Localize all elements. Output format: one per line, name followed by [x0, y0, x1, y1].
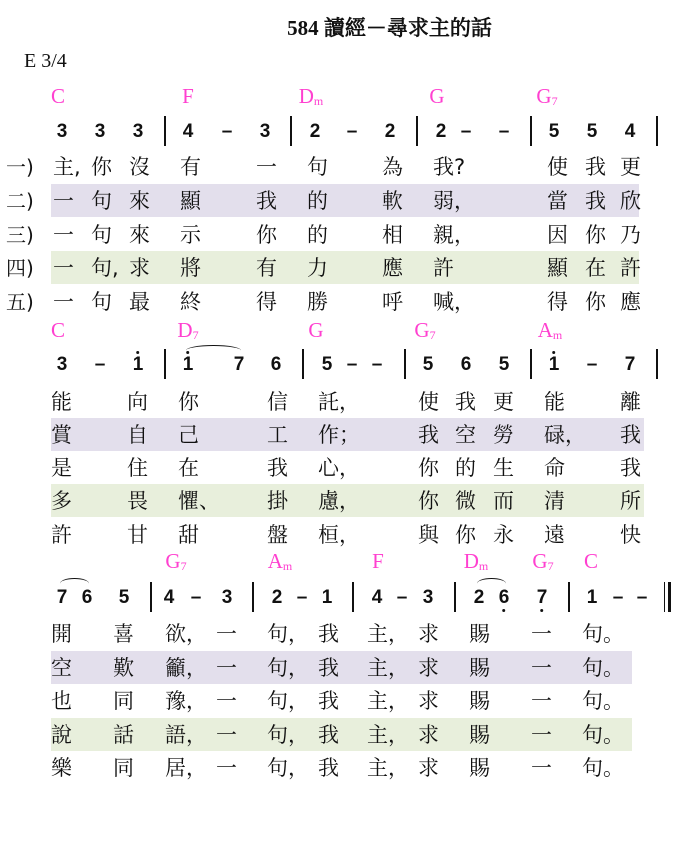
- lyric-syllable: 一: [216, 622, 237, 646]
- tie-arc: [60, 578, 89, 589]
- lyric-syllable: 樂: [51, 756, 72, 780]
- lyric-syllable: 工: [267, 423, 288, 447]
- note: 1: [321, 587, 333, 608]
- lyric-syllable: 因: [547, 223, 568, 247]
- note-dash: –: [498, 121, 510, 142]
- note: 7: [624, 354, 636, 375]
- lyric-syllable: 主，: [367, 689, 409, 713]
- lyric-syllable: 慮，: [318, 489, 360, 513]
- lyric-syllable: 豫，: [165, 689, 207, 713]
- lyric-syllable: 一: [531, 622, 552, 646]
- lyric-syllable: 同: [113, 756, 134, 780]
- lyric-syllable: 求: [418, 756, 439, 780]
- note: 7: [233, 354, 245, 375]
- lyric-syllable: 句。: [582, 756, 624, 780]
- chord-symbol: G: [308, 318, 324, 342]
- lyric-syllable: 我: [318, 756, 339, 780]
- lyric-syllable: 句: [307, 155, 328, 179]
- bar-line: [454, 582, 456, 612]
- lyric-syllable: 也: [51, 689, 72, 713]
- lyric-syllable: 我: [256, 189, 277, 213]
- lyric-syllable: 你: [91, 155, 112, 179]
- lyric-syllable: 求: [418, 723, 439, 747]
- note: 3: [259, 121, 271, 142]
- chord-symbol: C: [50, 84, 66, 108]
- bar-line: [530, 349, 532, 379]
- lyric-syllable: 盤: [267, 523, 288, 547]
- lyric-syllable: 一: [531, 656, 552, 680]
- lyric-syllable: 主，: [367, 622, 409, 646]
- note: 2: [473, 587, 485, 608]
- note: 5: [498, 354, 510, 375]
- note: 6: [460, 354, 472, 375]
- note: 5: [321, 354, 333, 375]
- tie-arc: [186, 345, 241, 356]
- note: 4: [163, 587, 175, 608]
- lyric-syllable: 沒: [129, 155, 150, 179]
- lyric-syllable: 己: [178, 423, 199, 447]
- verse-label: 二): [6, 189, 34, 213]
- lyric-syllable: 懼、: [178, 489, 220, 513]
- note: 2: [271, 587, 283, 608]
- key-signature: E 3/4: [24, 50, 67, 72]
- note-dash: –: [346, 121, 358, 142]
- lyric-syllable: 空: [51, 656, 72, 680]
- lyric-syllable: 的: [307, 189, 328, 213]
- note: 3: [94, 121, 106, 142]
- lyric-syllable: 賜: [469, 756, 490, 780]
- lyric-syllable: 呼: [382, 290, 403, 314]
- lyric-syllable: 喜: [113, 622, 134, 646]
- lyric-syllable: 能: [51, 390, 72, 414]
- lyric-syllable: 賜: [469, 723, 490, 747]
- note: 6: [81, 587, 93, 608]
- lyric-syllable: 弱，: [433, 189, 475, 213]
- bar-line: [290, 116, 292, 146]
- note-dash: –: [612, 587, 624, 608]
- lyric-syllable: 主，: [367, 756, 409, 780]
- lyric-syllable: 我: [585, 189, 606, 213]
- lyric-syllable: 更: [620, 155, 641, 179]
- note: 3: [56, 121, 68, 142]
- lyric-syllable: 許: [433, 256, 454, 280]
- chord-symbol: $D_7$: [177, 318, 199, 342]
- lyric-syllable: 我: [585, 155, 606, 179]
- lyric-syllable: 賜: [469, 689, 490, 713]
- lyric-syllable: 更: [493, 390, 514, 414]
- lyric-syllable: 一: [53, 290, 74, 314]
- lyric-syllable: 一: [53, 223, 74, 247]
- chord-symbol: $A_m$: [267, 549, 293, 573]
- note-dash: –: [94, 354, 106, 375]
- lyric-syllable: 在: [178, 456, 199, 480]
- lyric-syllable: 永: [493, 523, 514, 547]
- lyric-syllable: 將: [180, 256, 201, 280]
- lyric-syllable: 桓，: [318, 523, 360, 547]
- note: 5: [586, 121, 598, 142]
- lyric-syllable: 碌，: [544, 423, 586, 447]
- lyric-syllable: 勝: [307, 290, 328, 314]
- bar-line: [150, 582, 152, 612]
- note: 5: [422, 354, 434, 375]
- lyric-syllable: 清: [544, 489, 565, 513]
- lyric-syllable: 為: [382, 155, 403, 179]
- note: 2: [384, 121, 396, 142]
- octave-dot: [136, 351, 139, 354]
- note: 7: [56, 587, 68, 608]
- lyric-syllable: 甜: [178, 523, 199, 547]
- chord-symbol: F: [182, 84, 194, 108]
- bar-line: [164, 116, 166, 146]
- lyric-syllable: 生: [493, 456, 514, 480]
- bar-line: [404, 349, 406, 379]
- lyric-syllable: 籲，: [165, 656, 207, 680]
- note: 7: [537, 588, 548, 608]
- note: 1: [183, 355, 194, 375]
- note: 2: [309, 121, 321, 142]
- lyric-syllable: 同: [113, 689, 134, 713]
- note: 3: [56, 354, 68, 375]
- lyric-syllable: 一: [216, 656, 237, 680]
- lyric-syllable: 空: [455, 423, 476, 447]
- chord-symbol: $G_7$: [414, 318, 436, 342]
- bar-line: [302, 349, 304, 379]
- lyric-syllable: 顯: [180, 189, 201, 213]
- tie-arc: [477, 578, 506, 589]
- lyric-syllable: 主，: [367, 723, 409, 747]
- lyric-syllable: 句，: [267, 756, 309, 780]
- lyric-syllable: 的: [455, 456, 476, 480]
- lyric-syllable: 遠: [544, 523, 565, 547]
- lyric-syllable: 許: [51, 523, 72, 547]
- lyric-syllable: 句，: [267, 723, 309, 747]
- lyric-syllable: 語，: [165, 723, 207, 747]
- note: 5: [118, 587, 130, 608]
- lyric-syllable: 乃: [620, 223, 641, 247]
- note-dash: –: [190, 587, 202, 608]
- note: 4: [624, 121, 636, 142]
- lyric-syllable: 住: [127, 456, 148, 480]
- chord-symbol: $G_7$: [165, 549, 187, 573]
- verse-label: 一): [6, 155, 34, 179]
- lyric-syllable: 作；: [318, 423, 360, 447]
- lyric-syllable: 求: [418, 689, 439, 713]
- lyric-syllable: 一: [531, 756, 552, 780]
- bar-line: [656, 116, 658, 146]
- note: 4: [182, 121, 194, 142]
- lyric-syllable: 多: [51, 489, 72, 513]
- chord-symbol: $D_m$: [298, 84, 324, 108]
- lyric-syllable: 託，: [318, 390, 360, 414]
- note: 2: [435, 121, 447, 142]
- lyric-syllable: 句，: [267, 656, 309, 680]
- lyric-syllable: 來: [129, 189, 150, 213]
- chord-symbol: C: [50, 318, 66, 342]
- lyric-syllable: 我?: [433, 155, 466, 179]
- bar-line: [164, 349, 166, 379]
- lyric-syllable: 我: [318, 656, 339, 680]
- verse-label: 四): [6, 256, 34, 280]
- lyric-syllable: 使: [418, 390, 439, 414]
- verse-label: 三): [6, 223, 34, 247]
- verse-label: 五): [6, 290, 34, 314]
- lyric-syllable: 賞: [51, 423, 72, 447]
- lyric-syllable: 相: [382, 223, 403, 247]
- note: 3: [132, 121, 144, 142]
- lyric-syllable: 主,: [53, 155, 81, 179]
- lyric-syllable: 示: [180, 223, 201, 247]
- note-dash: –: [586, 354, 598, 375]
- lyric-syllable: 欣: [620, 189, 641, 213]
- lyric-syllable: 一: [216, 689, 237, 713]
- lyric-syllable: 句: [91, 290, 112, 314]
- lyric-syllable: 賜: [469, 622, 490, 646]
- note-dash: –: [346, 354, 358, 375]
- note-dash: –: [636, 587, 648, 608]
- lyric-syllable: 句: [91, 223, 112, 247]
- chord-symbol: G: [429, 84, 445, 108]
- lyric-syllable: 一: [53, 189, 74, 213]
- lyric-syllable: 句，: [267, 689, 309, 713]
- note: 6: [270, 354, 282, 375]
- lyric-syllable: 求: [418, 622, 439, 646]
- note: 1: [549, 355, 560, 375]
- lyric-syllable: 是: [51, 456, 72, 480]
- lyric-syllable: 句,: [91, 256, 119, 280]
- chord-symbol: C: [583, 549, 599, 573]
- lyric-syllable: 當: [547, 189, 568, 213]
- note: 3: [422, 587, 434, 608]
- lyric-syllable: 的: [307, 223, 328, 247]
- lyric-syllable: 快: [620, 523, 641, 547]
- lyric-syllable: 一: [531, 689, 552, 713]
- lyric-syllable: 所: [620, 489, 641, 513]
- chord-symbol: $G_7$: [536, 84, 558, 108]
- lyric-syllable: 來: [129, 223, 150, 247]
- lyric-syllable: 欲，: [165, 622, 207, 646]
- lyric-syllable: 最: [129, 290, 150, 314]
- lyric-syllable: 向: [127, 390, 148, 414]
- lyric-syllable: 賜: [469, 656, 490, 680]
- lyric-syllable: 我: [620, 423, 641, 447]
- lyric-syllable: 我: [455, 390, 476, 414]
- lyric-syllable: 句。: [582, 656, 624, 680]
- lyric-syllable: 句。: [582, 723, 624, 747]
- note: 5: [548, 121, 560, 142]
- lyric-syllable: 微: [455, 489, 476, 513]
- lyric-syllable: 句: [91, 189, 112, 213]
- lyric-syllable: 你: [418, 456, 439, 480]
- lyric-syllable: 一: [53, 256, 74, 280]
- note: 4: [371, 587, 383, 608]
- lyric-syllable: 你: [178, 390, 199, 414]
- note: 1: [586, 587, 598, 608]
- lyric-syllable: 掛: [267, 489, 288, 513]
- octave-dot: [552, 351, 555, 354]
- lyric-syllable: 得: [256, 290, 277, 314]
- lyric-syllable: 應: [620, 290, 641, 314]
- bar-line: [568, 582, 570, 612]
- lyric-syllable: 信: [267, 390, 288, 414]
- bar-line: [252, 582, 254, 612]
- note-dash: –: [371, 354, 383, 375]
- octave-dot: [502, 609, 505, 612]
- lyric-syllable: 甘: [127, 523, 148, 547]
- lyric-syllable: 主，: [367, 656, 409, 680]
- final-bar-line: [664, 582, 671, 612]
- chord-symbol: F: [372, 549, 384, 573]
- lyric-syllable: 力: [307, 256, 328, 280]
- lyric-syllable: 與: [418, 523, 439, 547]
- lyric-syllable: 我: [318, 723, 339, 747]
- note: 6: [499, 588, 510, 608]
- lyric-syllable: 親，: [433, 223, 475, 247]
- lyric-syllable: 你: [256, 223, 277, 247]
- lyric-syllable: 我: [318, 622, 339, 646]
- lyric-syllable: 句，: [267, 622, 309, 646]
- lyric-syllable: 求: [418, 656, 439, 680]
- lyric-syllable: 你: [418, 489, 439, 513]
- lyric-syllable: 使: [547, 155, 568, 179]
- note-dash: –: [221, 121, 233, 142]
- chord-symbol: $A_m$: [537, 318, 563, 342]
- lyric-syllable: 自: [127, 423, 148, 447]
- lyric-syllable: 一: [256, 155, 277, 179]
- lyric-syllable: 我: [318, 689, 339, 713]
- lyric-syllable: 應: [382, 256, 403, 280]
- lyric-syllable: 你: [455, 523, 476, 547]
- lyric-syllable: 命: [544, 456, 565, 480]
- lyric-syllable: 句。: [582, 622, 624, 646]
- bar-line: [530, 116, 532, 146]
- lyric-syllable: 顯: [547, 256, 568, 280]
- octave-dot: [540, 609, 543, 612]
- lyric-syllable: 一: [216, 756, 237, 780]
- lyric-syllable: 話: [113, 723, 134, 747]
- lyric-syllable: 我: [418, 423, 439, 447]
- note-dash: –: [396, 587, 408, 608]
- lyric-syllable: 我: [267, 456, 288, 480]
- lyric-syllable: 得: [547, 290, 568, 314]
- bar-line: [416, 116, 418, 146]
- lyric-syllable: 有: [180, 155, 201, 179]
- chord-symbol: $G_7$: [532, 549, 554, 573]
- note: 3: [221, 587, 233, 608]
- lyric-syllable: 求: [129, 256, 150, 280]
- lyric-syllable: 句。: [582, 689, 624, 713]
- lyric-syllable: 畏: [127, 489, 148, 513]
- lyric-syllable: 居，: [165, 756, 207, 780]
- note-dash: –: [296, 587, 308, 608]
- chord-symbol: $D_m$: [463, 549, 489, 573]
- lyric-syllable: 而: [493, 489, 514, 513]
- lyric-syllable: 終: [180, 290, 201, 314]
- lyric-syllable: 軟: [382, 189, 403, 213]
- lyric-syllable: 勞: [493, 423, 514, 447]
- bar-line: [656, 349, 658, 379]
- note-dash: –: [460, 121, 472, 142]
- lyric-syllable: 你: [585, 290, 606, 314]
- lyric-syllable: 喊，: [433, 290, 475, 314]
- lyric-syllable: 說: [51, 723, 72, 747]
- lyric-syllable: 有: [256, 256, 277, 280]
- lyric-syllable: 心，: [318, 456, 360, 480]
- lyric-syllable: 我: [620, 456, 641, 480]
- note: 1: [133, 355, 144, 375]
- lyric-syllable: 離: [620, 390, 641, 414]
- bar-line: [352, 582, 354, 612]
- lyric-syllable: 開: [51, 622, 72, 646]
- lyric-syllable: 許: [620, 256, 641, 280]
- lyric-syllable: 在: [585, 256, 606, 280]
- lyric-syllable: 能: [544, 390, 565, 414]
- song-title: 584 讀經－尋求主的話: [287, 16, 492, 40]
- lyric-syllable: 歎: [113, 656, 134, 680]
- lyric-syllable: 一: [216, 723, 237, 747]
- lyric-syllable: 你: [585, 223, 606, 247]
- lyric-syllable: 一: [531, 723, 552, 747]
